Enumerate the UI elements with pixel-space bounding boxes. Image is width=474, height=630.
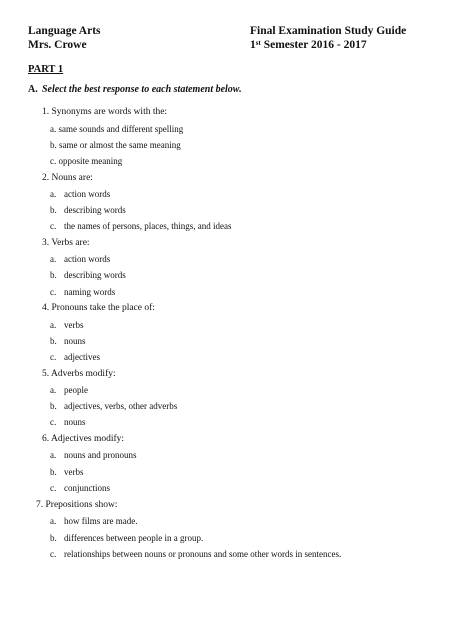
question-7-option-b: b. differences between people in a group.	[50, 533, 204, 543]
semester-ordinal: st	[255, 39, 261, 47]
semester-years: Semester 2016 - 2017	[260, 39, 367, 51]
part-title: PART 1	[28, 64, 64, 75]
question-4-option-b: b. nouns	[50, 336, 86, 346]
question-3: 3. Verbs are:	[42, 238, 90, 248]
question-3-option-b: b. describing words	[50, 270, 126, 280]
question-6-option-a: a. nouns and pronouns	[50, 450, 137, 460]
semester-number: 1	[250, 39, 256, 51]
question-5-option-b: b. adjectives, verbs, other adverbs	[50, 401, 178, 411]
question-4-option-a: a. verbs	[50, 320, 84, 330]
header-right	[250, 24, 406, 52]
header-left	[28, 24, 101, 52]
question-5-option-a: a. people	[50, 385, 88, 395]
question-4-option-c: c. adjectives	[50, 352, 100, 362]
question-2-option-b: b. describing words	[50, 205, 126, 215]
question-6: 6. Adjectives modify:	[42, 434, 125, 444]
question-1: 1. Synonyms are words with the:	[42, 107, 168, 117]
teacher-name: Mrs. Crowe	[28, 39, 87, 51]
question-7-option-a: a. how films are made.	[50, 516, 138, 526]
question-1-option-a: a. same sounds and different spelling	[50, 124, 184, 134]
question-6-option-b: b. verbs	[50, 467, 84, 477]
question-2: 2. Nouns are:	[42, 173, 93, 183]
question-6-option-c: c. conjunctions	[50, 483, 110, 493]
section-instruction	[28, 84, 242, 95]
question-7-option-c: c. relationships between nouns or pronouns and some other words in sentences.	[50, 549, 342, 559]
question-2-option-c: c. the names of persons, places, things, and ideas	[50, 221, 232, 231]
question-7: 7. Prepositions show:	[36, 500, 118, 510]
instruction-text: Select the best response to each statement below.	[42, 84, 242, 95]
guide-title: Final Examination Study Guide	[250, 25, 407, 37]
semester-line	[250, 38, 406, 52]
question-4: 4. Pronouns take the place of:	[42, 303, 155, 313]
question-5-option-c: c. nouns	[50, 417, 86, 427]
question-5: 5. Adverbs modify:	[42, 369, 116, 379]
question-3-option-c: c. naming words	[50, 287, 116, 297]
question-3-option-a: a. action words	[50, 254, 111, 264]
question-1-option-c: c. opposite meaning	[50, 156, 123, 166]
question-1-option-b: b. same or almost the same meaning	[50, 140, 181, 150]
section-label: A.	[28, 84, 38, 95]
question-2-option-a: a. action words	[50, 189, 111, 199]
course-name: Language Arts	[28, 25, 101, 37]
